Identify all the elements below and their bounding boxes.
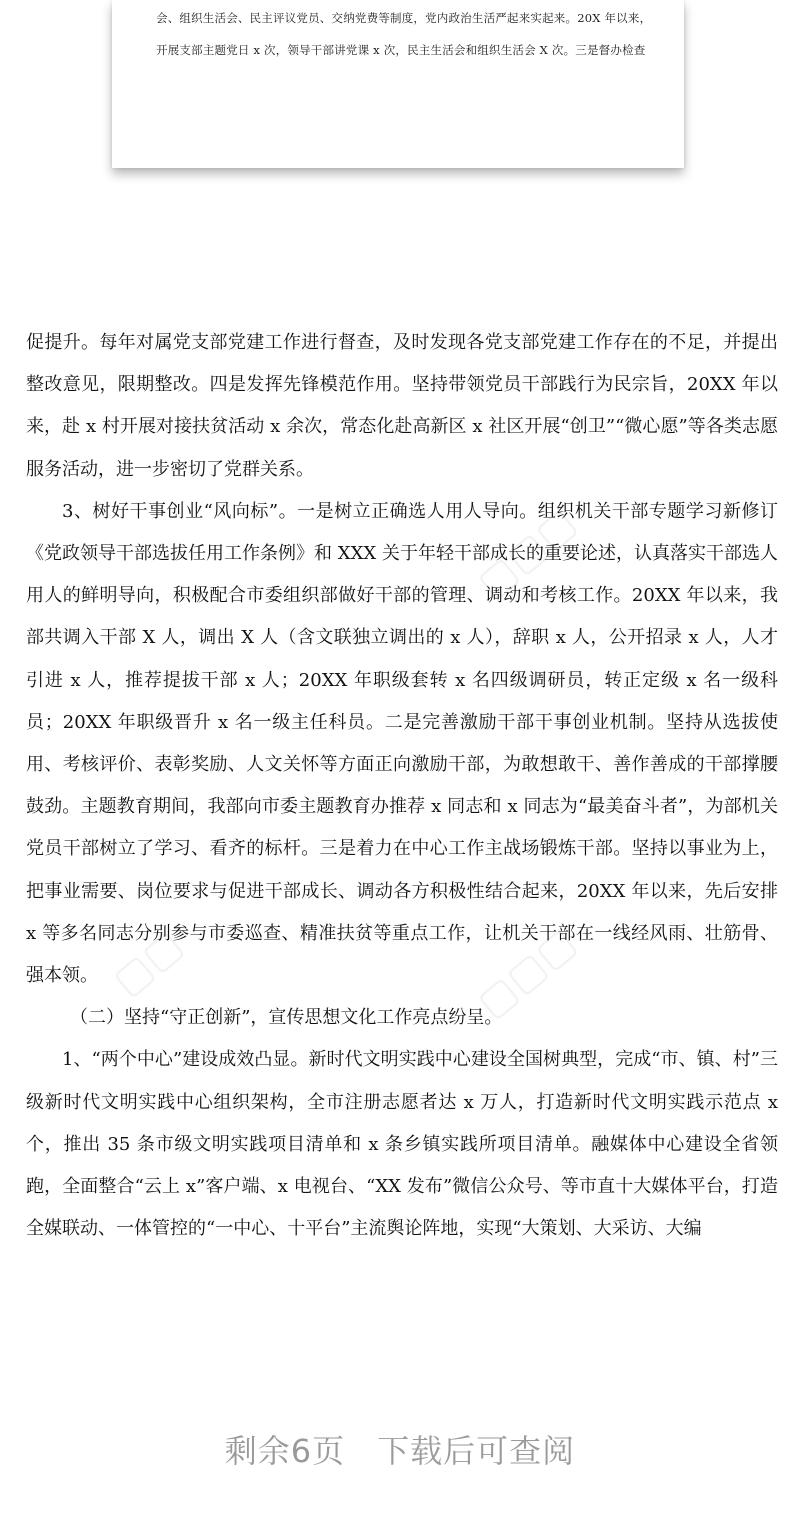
- preview-page-card: [112, 0, 684, 168]
- watermark-logo: ▢▢: [104, 921, 192, 1005]
- remaining-pages-label: 剩余6页: [224, 1432, 346, 1470]
- download-to-view-label: 下载后可查阅: [377, 1432, 576, 1470]
- document-body: [26, 322, 778, 1250]
- download-prompt[interactable]: [0, 1426, 800, 1472]
- watermark-logo: ▢▢▢: [468, 498, 585, 608]
- preview-text-line-2: 开展支部主题党日 x 次，领导干部讲党课 x 次，民主生活会和组织生活会 X 次。三是督办检查: [156, 43, 646, 57]
- body-paragraph: 1、“两个中心”建设成效凸显。新时代文明实践中心建设全国树典型，完成“市、镇、村”三级新时代文明实践中心组织架构，全市注册志愿者达 x 万人，打造新时代文明实践示范点 x 个，推出 35 条市级文明实践项目清单和 x 条乡镇实践所项目清单。融媒体中心建设全省领跑，全面整合“云上 x”客户端、x 电视台、“XX 发布”微信公众号、等市直十大媒体平台，打造全媒联动、一体管控的“一中心、十平台”主流舆论阵地，实现“大策划、大采访、大编: [26, 1049, 778, 1240]
- preview-text-line-1: 会、组织生活会、民主评议党员、交纳党费等制度，党内政治生活严起来实起来。20X 年以来，: [156, 11, 652, 25]
- section-heading: （二）坚持“守正创新”，宣传思想文化工作亮点纷呈。: [70, 1007, 503, 1029]
- body-paragraph: 3、树好干事创业“风向标”。一是树立正确选人用人导向。组织机关干部专题学习新修订《党政领导干部选拔任用工作条例》和 XXX 关于年轻干部成长的重要论述，认真落实干部选人用人的鲜明导向，积极配合市委组织部做好干部的管理、调动和考核工作。20XX 年以来，我部共调入干部 X 人，调出 X 人（含文联独立调出的 x 人），辞职 x 人，公开招录 x 人，人才引进 x 人，推荐提拔干部 x 人；20XX 年职级套转 x 名四级调研员，转正定级 x 名一级科员；20XX 年职级晋升 x 名一级主任科员。二是完善激励干部干事创业机制。坚持从选拔使用、考核评价、表彰奖励、人文关怀等方面正向激励干部，为敢想敢干、善作善成的干部撑腰鼓劲。主题教育期间，我部向市委主题教育办推荐 x 同志和 x 同志为“最美奋斗者”，为部机关党员干部树立了学习、看齐的标杆。三是着力在中心工作主战场锻炼干部。坚持以事业为上，把事业需要、岗位要求与促进干部成长、调动各方积极性结合起来，20XX 年以来，先后安排 x 等多名同志分别参与市委巡查、精准扶贫等重点工作，让机关干部在一线经风雨、壮筋骨、强本领。: [26, 500, 778, 987]
- body-paragraph: 促提升。每年对属党支部党建工作进行督查，及时发现各党支部党建工作存在的不足，并提出整改意见，限期整改。四是发挥先锋模范作用。坚持带领党员干部践行为民宗旨，20XX 年以来，赴 x 村开展对接扶贫活动 x 余次，常态化赴高新区 x 社区开展“创卫”“微心愿”等各类志愿服务活动，进一步密切了党群关系。: [26, 332, 778, 480]
- watermark-logo: ▢▢▢: [468, 918, 585, 1028]
